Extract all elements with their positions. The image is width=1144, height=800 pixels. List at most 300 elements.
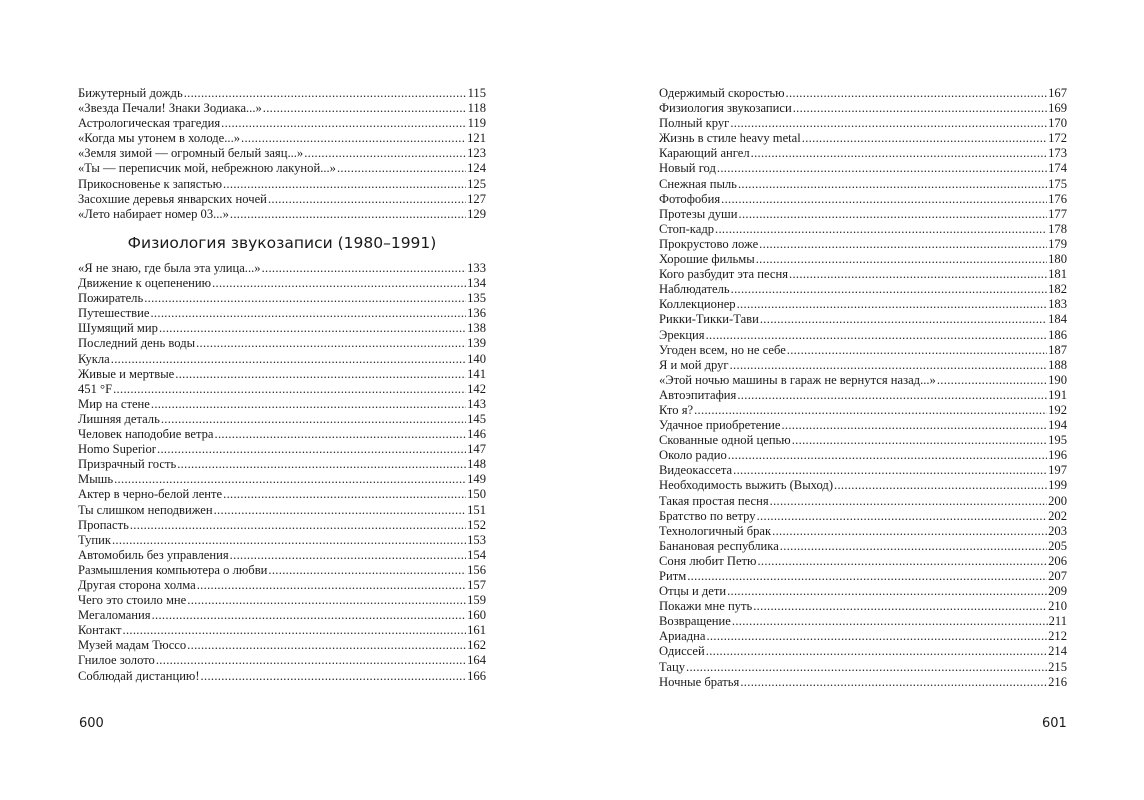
toc-entry-page: 203: [1048, 523, 1067, 538]
toc-entry-title: Шумящий мир: [78, 321, 158, 336]
toc-entry: [78, 101, 486, 116]
toc-leader-dots: [241, 131, 466, 146]
toc-entry: [78, 367, 486, 382]
toc-entry: [659, 146, 1067, 161]
toc-entry-title: Автоэпитафия: [659, 387, 737, 402]
toc-leader-dots: [757, 554, 1047, 569]
toc-entry: [78, 442, 486, 457]
toc-entry-title: Последний день воды: [78, 336, 196, 351]
toc-entry-title: Такая простая песня: [659, 493, 769, 508]
toc-entry: [78, 427, 486, 442]
toc-entry-page: 150: [467, 487, 486, 502]
toc-entry-page: 209: [1048, 584, 1067, 599]
toc-entry-page: 118: [467, 101, 486, 116]
toc-leader-dots: [792, 433, 1047, 448]
toc-entry-title: Другая сторона холма: [78, 577, 196, 592]
toc-leader-dots: [197, 578, 466, 593]
toc-entry-page: 125: [467, 176, 486, 191]
toc-entry: [659, 101, 1067, 116]
toc-entry-page: 191: [1048, 387, 1067, 402]
toc-entry-page: 190: [1048, 372, 1067, 387]
toc-leader-dots: [201, 669, 467, 684]
toc-entry-page: 179: [1048, 236, 1067, 251]
toc-leader-dots: [304, 146, 466, 161]
toc-leader-dots: [687, 569, 1047, 584]
toc-entry-page: 134: [467, 276, 486, 291]
toc-leader-dots: [730, 116, 1047, 131]
toc-entry-title: Тупик: [78, 532, 111, 547]
toc-entry-page: 156: [467, 562, 486, 577]
toc-leader-dots: [787, 343, 1047, 358]
toc-leader-dots: [786, 86, 1048, 101]
toc-entry-page: 133: [467, 261, 486, 275]
toc-entry: [78, 472, 486, 487]
toc-entry-page: 192: [1048, 402, 1067, 417]
toc-entry-page: 214: [1048, 644, 1067, 659]
page-number: 601: [1042, 716, 1067, 731]
toc-entry-title: Одиссей: [659, 644, 705, 659]
toc-entry: [659, 675, 1067, 690]
toc-entry-title: «Звезда Печали! Знаки Зодиака...»: [78, 101, 262, 116]
toc-entry-page: 147: [467, 442, 486, 457]
toc-leader-dots: [150, 306, 466, 321]
toc-entry-page: 169: [1048, 101, 1067, 116]
toc-entry-title: Возвращение: [659, 614, 731, 629]
toc-entry-page: 157: [467, 577, 486, 592]
toc-leader-dots: [770, 494, 1047, 509]
toc-leader-dots: [187, 638, 466, 653]
toc-entry-page: 197: [1048, 463, 1067, 478]
toc-leader-dots: [263, 101, 467, 116]
toc-entry-title: «Лето набирает номер 03...»: [78, 206, 229, 221]
toc-entry-title: 451 °F: [78, 381, 113, 396]
toc-entry-page: 127: [467, 191, 486, 206]
toc-entry-title: Братство по ветру: [659, 508, 756, 523]
toc-entry-page: 180: [1048, 252, 1067, 267]
toc-entry-page: 153: [467, 532, 486, 547]
toc-leader-dots: [706, 629, 1047, 644]
toc-leader-dots: [214, 503, 467, 518]
toc-list-top: [78, 86, 486, 222]
toc-entry: [78, 638, 486, 653]
toc-entry-title: Живые и мертвые: [78, 366, 175, 381]
toc-entry: [78, 207, 486, 222]
toc-entry-page: 121: [467, 131, 486, 146]
toc-entry-title: Призрачный гость: [78, 457, 177, 472]
toc-entry: [78, 487, 486, 502]
toc-entry-title: Бижутерный дождь: [78, 86, 183, 100]
toc-entry-page: 136: [467, 306, 486, 321]
toc-leader-dots: [760, 312, 1047, 327]
toc-entry: [659, 599, 1067, 614]
toc-leader-dots: [694, 403, 1047, 418]
toc-entry: [78, 397, 486, 412]
toc-entry-page: 195: [1048, 433, 1067, 448]
toc-entry: [659, 403, 1067, 418]
toc-entry: [78, 321, 486, 336]
toc-entry: [78, 578, 486, 593]
toc-entry-page: 139: [467, 336, 486, 351]
toc-leader-dots: [757, 509, 1048, 524]
toc-entry-page: 160: [467, 608, 486, 623]
toc-entry: [78, 161, 486, 176]
toc-entry: [659, 222, 1067, 237]
toc-entry: [659, 569, 1067, 584]
toc-leader-dots: [781, 418, 1047, 433]
toc-leader-dots: [130, 518, 466, 533]
toc-entry: [659, 207, 1067, 222]
toc-leader-dots: [717, 161, 1047, 176]
toc-entry-title: Новый год: [659, 161, 716, 176]
toc-entry-page: 148: [467, 457, 486, 472]
toc-leader-dots: [114, 472, 466, 487]
toc-entry-page: 182: [1048, 282, 1067, 297]
toc-entry: [659, 660, 1067, 675]
toc-leader-dots: [728, 448, 1047, 463]
toc-entry-title: Мышь: [78, 472, 114, 487]
toc-entry: [78, 336, 486, 351]
toc-entry-page: 184: [1048, 312, 1067, 327]
toc-entry-title: Наблюдатель: [659, 282, 730, 297]
toc-leader-dots: [230, 548, 466, 563]
toc-entry-title: Полный круг: [659, 116, 730, 131]
toc-entry-title: Физиология звукозаписи: [659, 101, 792, 116]
toc-entry-title: Автомобиль без управления: [78, 547, 229, 562]
toc-leader-dots: [730, 358, 1048, 373]
toc-leader-dots: [738, 177, 1047, 192]
toc-entry-title: Удачное приобретение: [659, 418, 781, 433]
toc-entry-title: Лишняя деталь: [78, 411, 160, 426]
toc-entry-title: Рикки-Тикки-Тави: [659, 312, 759, 327]
toc-entry-page: 143: [467, 396, 486, 411]
toc-entry: [78, 192, 486, 207]
toc-entry: [659, 463, 1067, 478]
toc-entry-title: Фотофобия: [659, 191, 721, 206]
toc-entry-title: Около радио: [659, 448, 727, 463]
toc-entry-page: 178: [1048, 221, 1067, 236]
toc-entry: [78, 146, 486, 161]
toc-entry-title: Банановая республика: [659, 538, 779, 553]
toc-entry-title: «Земля зимой — огромный белый заяц...»: [78, 146, 304, 161]
toc-entry-title: Мир на стене: [78, 396, 150, 411]
toc-entry-page: 194: [1048, 418, 1067, 433]
toc-entry-page: 177: [1048, 206, 1067, 221]
toc-entry: [78, 623, 486, 638]
toc-entry-title: Я и мой друг: [659, 357, 729, 372]
toc-entry-title: Покажи мне путь: [659, 599, 753, 614]
toc-leader-dots: [262, 261, 467, 276]
toc-entry-page: 212: [1048, 629, 1067, 644]
toc-leader-dots: [187, 593, 466, 608]
toc-entry-title: Кого разбудит эта песня: [659, 267, 789, 282]
toc-entry-title: Homo Superior: [78, 442, 157, 457]
toc-entry: [78, 518, 486, 533]
toc-entry: [659, 433, 1067, 448]
toc-entry-title: Чего это стоило мне: [78, 593, 187, 608]
toc-entry-title: Одержимый скоростью: [659, 86, 785, 100]
toc-list-bottom: [78, 261, 486, 684]
toc-leader-dots: [715, 222, 1047, 237]
toc-entry-title: Хорошие фильмы: [659, 252, 755, 267]
toc-leader-dots: [721, 192, 1047, 207]
toc-entry: [78, 533, 486, 548]
toc-leader-dots: [230, 207, 466, 222]
toc-entry: [78, 86, 486, 101]
toc-entry-title: Коллекционер: [659, 297, 736, 312]
toc-leader-dots: [156, 653, 466, 668]
toc-leader-dots: [159, 321, 466, 336]
toc-entry-page: 140: [467, 351, 486, 366]
toc-entry-title: Снежная пыль: [659, 176, 737, 191]
toc-entry: [659, 343, 1067, 358]
toc-leader-dots: [268, 563, 466, 578]
toc-entry: [78, 116, 486, 131]
toc-leader-dots: [196, 336, 466, 351]
toc-entry: [659, 116, 1067, 131]
toc-leader-dots: [151, 397, 466, 412]
toc-entry-title: «Я не знаю, где была эта улица...»: [78, 261, 261, 275]
toc-entry-title: Прикосновенье к запястью: [78, 176, 222, 191]
toc-entry-page: 175: [1048, 176, 1067, 191]
toc-entry: [78, 669, 486, 684]
toc-entry-page: 188: [1048, 357, 1067, 372]
toc-entry-title: «Когда мы утонем в холоде...»: [78, 131, 241, 146]
toc-entry: [659, 192, 1067, 207]
toc-entry-title: Соблюдай дистанцию!: [78, 668, 200, 683]
toc-entry-title: Засохшие деревья январских ночей: [78, 191, 267, 206]
toc-entry-page: 200: [1048, 493, 1067, 508]
toc-leader-dots: [727, 584, 1047, 599]
toc-entry-title: Пропасть: [78, 517, 129, 532]
toc-entry: [659, 614, 1067, 629]
toc-entry: [659, 86, 1067, 101]
toc-leader-dots: [337, 161, 466, 176]
toc-entry-page: 141: [467, 366, 486, 381]
toc-entry-title: Прокрустово ложе: [659, 236, 759, 251]
toc-entry: [78, 412, 486, 427]
toc-entry-page: 149: [467, 472, 486, 487]
toc-entry-page: 206: [1048, 553, 1067, 568]
toc-entry: [659, 509, 1067, 524]
toc-entry: [659, 418, 1067, 433]
toc-entry-title: Карающий ангел: [659, 146, 750, 161]
toc-entry: [659, 584, 1067, 599]
toc-entry-title: Человек наподобие ветра: [78, 427, 214, 442]
toc-entry-title: Эрекция: [659, 327, 705, 342]
toc-entry: [659, 282, 1067, 297]
toc-entry-page: 152: [467, 517, 486, 532]
toc-entry: [78, 653, 486, 668]
toc-entry: [78, 457, 486, 472]
toc-entry-page: 162: [467, 638, 486, 653]
toc-entry-title: Мегаломания: [78, 608, 151, 623]
toc-leader-dots: [739, 207, 1048, 222]
toc-entry-title: Путешествие: [78, 306, 150, 321]
toc-entry-page: 187: [1048, 342, 1067, 357]
toc-entry-page: 124: [467, 161, 486, 176]
toc-leader-dots: [144, 291, 466, 306]
toc-entry-page: 142: [467, 381, 486, 396]
toc-entry-title: Движение к оцепенению: [78, 276, 212, 291]
toc-leader-dots: [113, 382, 466, 397]
toc-entry-page: 145: [467, 411, 486, 426]
toc-leader-dots: [793, 101, 1047, 116]
toc-entry: [78, 291, 486, 306]
toc-entry-page: 210: [1048, 599, 1067, 614]
toc-leader-dots: [111, 352, 466, 367]
toc-entry-page: 135: [467, 291, 486, 306]
toc-list: [659, 86, 1067, 690]
toc-leader-dots: [152, 608, 467, 623]
toc-entry-title: Необходимость выжить (Выход): [659, 478, 834, 493]
toc-leader-dots: [161, 412, 466, 427]
toc-entry: [78, 608, 486, 623]
toc-entry-page: 154: [467, 547, 486, 562]
toc-entry-page: 196: [1048, 448, 1067, 463]
toc-leader-dots: [706, 644, 1047, 659]
toc-entry-page: 151: [467, 502, 486, 517]
toc-entry-page: 211: [1048, 614, 1067, 629]
toc-entry-title: Ночные братья: [659, 674, 740, 689]
toc-leader-dots: [756, 252, 1047, 267]
toc-leader-dots: [834, 478, 1047, 493]
toc-entry-title: Тацу: [659, 659, 686, 674]
toc-leader-dots: [731, 282, 1047, 297]
toc-entry: [659, 388, 1067, 403]
toc-entry: [659, 373, 1067, 388]
section-heading: Физиология звукозаписи (1980–1991): [127, 234, 437, 252]
toc-entry-page: 115: [467, 86, 486, 100]
toc-entry-title: Протезы души: [659, 206, 738, 221]
toc-entry: [78, 276, 486, 291]
toc-leader-dots: [789, 267, 1047, 282]
toc-entry: [659, 252, 1067, 267]
toc-entry: [659, 328, 1067, 343]
toc-entry: [659, 237, 1067, 252]
toc-entry-page: 167: [1048, 86, 1067, 100]
toc-entry-title: Пожиратель: [78, 291, 144, 306]
toc-leader-dots: [733, 463, 1047, 478]
toc-entry-page: 164: [467, 653, 486, 668]
toc-leader-dots: [740, 675, 1047, 690]
toc-entry-page: 119: [467, 116, 486, 131]
toc-entry: [78, 503, 486, 518]
toc-entry-page: 181: [1048, 267, 1067, 282]
toc-leader-dots: [215, 427, 467, 442]
toc-leader-dots: [157, 442, 466, 457]
toc-entry-title: Музей мадам Тюссо: [78, 638, 187, 653]
toc-entry-page: 146: [467, 427, 486, 442]
right-page: [572, 0, 1144, 800]
toc-entry-title: Соня любит Петю: [659, 553, 757, 568]
toc-leader-dots: [759, 237, 1047, 252]
toc-entry-title: Ариадна: [659, 629, 706, 644]
toc-entry-page: 123: [467, 146, 486, 161]
toc-entry: [659, 358, 1067, 373]
toc-entry: [659, 644, 1067, 659]
toc-entry-title: «Ты — переписчик мой, небрежною лакуной...»: [78, 161, 336, 176]
toc-leader-dots: [221, 116, 466, 131]
toc-leader-dots: [780, 539, 1047, 554]
toc-entry-page: 173: [1048, 146, 1067, 161]
toc-entry-title: Актер в черно-белой ленте: [78, 487, 223, 502]
toc-entry: [659, 494, 1067, 509]
toc-entry-title: Видеокассета: [659, 463, 733, 478]
toc-entry-title: Угоден всем, но не себе: [659, 342, 786, 357]
toc-entry: [78, 352, 486, 367]
toc-entry-title: Гнилое золото: [78, 653, 155, 668]
toc-leader-dots: [686, 660, 1047, 675]
toc-leader-dots: [175, 367, 466, 382]
toc-entry-page: 202: [1048, 508, 1067, 523]
toc-entry: [78, 306, 486, 321]
toc-entry: [78, 563, 486, 578]
toc-entry-page: 138: [467, 321, 486, 336]
toc-entry-title: Ритм: [659, 569, 687, 583]
toc-entry-page: 129: [467, 206, 486, 221]
toc-leader-dots: [223, 487, 466, 502]
toc-entry-title: Астрологическая трагедия: [78, 116, 221, 131]
toc-entry-title: Отцы и дети: [659, 584, 727, 599]
toc-entry: [78, 177, 486, 192]
toc-entry: [78, 593, 486, 608]
toc-entry-page: 205: [1048, 538, 1067, 553]
toc-leader-dots: [706, 328, 1048, 343]
toc-leader-dots: [937, 373, 1047, 388]
toc-entry-page: 183: [1048, 297, 1067, 312]
toc-leader-dots: [184, 86, 467, 101]
toc-entry: [659, 539, 1067, 554]
toc-entry: [659, 177, 1067, 192]
toc-entry-page: 215: [1048, 659, 1067, 674]
toc-leader-dots: [802, 131, 1047, 146]
toc-entry: [659, 448, 1067, 463]
toc-entry-title: Жизнь в стиле heavy metal: [659, 131, 801, 146]
toc-leader-dots: [223, 177, 466, 192]
toc-leader-dots: [112, 533, 466, 548]
toc-entry-page: 166: [467, 668, 486, 683]
toc-entry-title: Кукла: [78, 351, 110, 366]
toc-entry-page: 199: [1048, 478, 1067, 493]
toc-entry-title: Размышления компьютера о любви: [78, 562, 268, 577]
toc-entry-page: 176: [1048, 191, 1067, 206]
toc-leader-dots: [737, 388, 1047, 403]
toc-entry-page: 170: [1048, 116, 1067, 131]
toc-leader-dots: [772, 524, 1047, 539]
toc-entry-title: «Этой ночью машины в гараж не вернутся назад...»: [659, 372, 936, 387]
toc-entry-page: 216: [1048, 674, 1067, 689]
toc-leader-dots: [737, 297, 1048, 312]
toc-entry: [78, 131, 486, 146]
toc-entry: [659, 161, 1067, 176]
toc-entry-title: Ты слишком неподвижен: [78, 502, 213, 517]
toc-entry: [659, 554, 1067, 569]
toc-entry: [659, 524, 1067, 539]
toc-entry: [659, 629, 1067, 644]
toc-entry: [78, 261, 486, 276]
toc-leader-dots: [212, 276, 466, 291]
toc-entry: [659, 312, 1067, 327]
toc-entry-title: Контакт: [78, 623, 122, 638]
page-number: 600: [79, 716, 104, 731]
toc-entry-title: Технологичный брак: [659, 523, 772, 538]
toc-leader-dots: [732, 614, 1048, 629]
toc-entry-page: 172: [1048, 131, 1067, 146]
toc-entry: [659, 131, 1067, 146]
toc-entry-page: 161: [467, 623, 486, 638]
toc-leader-dots: [123, 623, 467, 638]
toc-entry-page: 186: [1048, 327, 1067, 342]
